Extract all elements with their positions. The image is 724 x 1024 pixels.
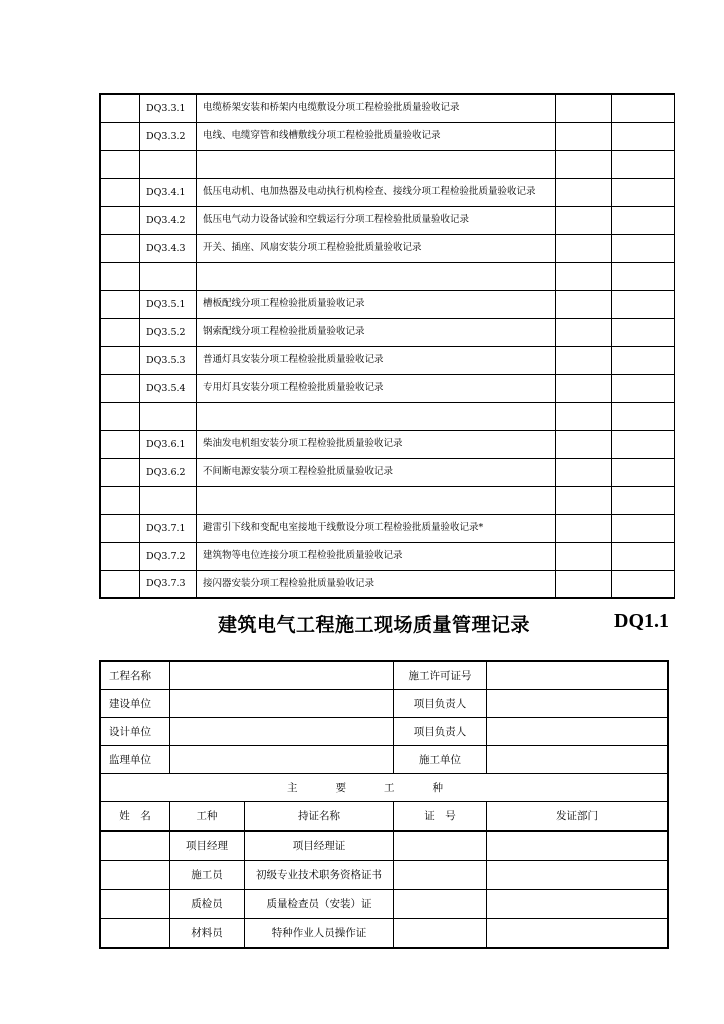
index-blank-cell [556, 234, 612, 262]
index-row [100, 234, 675, 262]
column-header-certificate: 持证名称 [298, 810, 340, 822]
staff-name-field[interactable] [100, 831, 170, 861]
staff-issuer-field[interactable] [487, 860, 669, 889]
index-blank-cell [100, 122, 140, 150]
form-code: DQ1.1 [614, 610, 669, 632]
record-code: DQ3.6.2 [140, 458, 197, 486]
index-blank-cell [100, 402, 140, 430]
index-blank-cell [556, 122, 612, 150]
record-code [140, 402, 197, 430]
index-blank-cell [612, 94, 675, 122]
index-row [100, 374, 675, 402]
project-leader-field[interactable] [487, 717, 669, 745]
index-blank-cell [612, 514, 675, 542]
index-blank-cell [612, 402, 675, 430]
staff-certificate: 初级专业技术职务资格证书 [256, 869, 382, 881]
index-row [100, 346, 675, 374]
index-blank-cell [556, 318, 612, 346]
staff-row [100, 831, 668, 861]
contractor-field[interactable] [487, 745, 669, 773]
staff-row [100, 860, 668, 889]
index-row [100, 458, 675, 486]
record-title: 开关、插座、风扇安装分项工程检验批质量验收记录 [197, 234, 556, 262]
record-code: DQ3.3.1 [140, 94, 197, 122]
index-blank-cell [556, 346, 612, 374]
index-blank-cell [556, 206, 612, 234]
staff-trade: 施工员 [170, 861, 245, 889]
index-row [100, 570, 675, 598]
index-row [100, 178, 675, 206]
staff-issuer-field[interactable] [487, 918, 669, 948]
index-row [100, 122, 675, 150]
record-title: 专用灯具安装分项工程检验批质量验收记录 [197, 374, 556, 402]
index-blank-cell [556, 374, 612, 402]
index-blank-cell [100, 374, 140, 402]
page-title: 建筑电气工程施工现场质量管理记录 [218, 614, 531, 636]
index-blank-cell [556, 402, 612, 430]
index-row [100, 94, 675, 122]
index-row [100, 150, 675, 178]
staff-cert-no-field[interactable] [394, 918, 487, 948]
record-code: DQ3.5.1 [140, 290, 197, 318]
staff-certificate: 项目经理证 [292, 840, 346, 852]
form-row [100, 717, 668, 745]
index-blank-cell [556, 290, 612, 318]
inspection-index-table [99, 93, 675, 599]
trade-cert-cell [170, 831, 394, 861]
record-title [197, 150, 556, 178]
project-leader-label: 项目负责人 [394, 689, 487, 717]
trade-cert-cell [170, 918, 394, 948]
form-row [100, 661, 668, 689]
project-name-label: 工程名称 [100, 661, 170, 689]
form-row [100, 745, 668, 773]
record-code: DQ3.6.1 [140, 430, 197, 458]
index-blank-cell [612, 430, 675, 458]
record-code: DQ3.4.3 [140, 234, 197, 262]
permit-no-field[interactable] [487, 661, 669, 689]
staff-certificate: 质量检查员（安装）证 [266, 898, 372, 910]
permit-no-label: 施工许可证号 [394, 661, 487, 689]
index-blank-cell [100, 178, 140, 206]
index-row [100, 430, 675, 458]
index-blank-cell [100, 290, 140, 318]
index-row [100, 206, 675, 234]
staff-issuer-field[interactable] [487, 831, 669, 861]
index-blank-cell [100, 430, 140, 458]
design-unit-field[interactable] [170, 717, 394, 745]
record-title: 电缆桥架安装和桥架内电缆敷设分项工程检验批质量验收记录 [197, 94, 556, 122]
project-name-field[interactable] [170, 661, 394, 689]
index-row [100, 486, 675, 514]
staff-trade: 项目经理 [170, 832, 245, 860]
trade-cert-cell [170, 860, 394, 889]
staff-certificate: 特种作业人员操作证 [271, 927, 367, 939]
form-row [100, 689, 668, 717]
index-blank-cell [612, 234, 675, 262]
record-code: DQ3.7.3 [140, 570, 197, 598]
index-blank-cell [100, 94, 140, 122]
record-title: 不间断电源安装分项工程检验批质量验收记录 [197, 458, 556, 486]
staff-issuer-field[interactable] [487, 889, 669, 918]
design-unit-label: 设计单位 [100, 717, 170, 745]
index-blank-cell [612, 570, 675, 598]
quality-management-form [99, 660, 669, 949]
index-row [100, 514, 675, 542]
index-blank-cell [100, 570, 140, 598]
index-blank-cell [100, 318, 140, 346]
contractor-label: 施工单位 [394, 745, 487, 773]
trade-cert-header-cell [170, 801, 394, 831]
project-leader-label: 项目负责人 [394, 717, 487, 745]
staff-name-field[interactable] [100, 918, 170, 948]
record-title: 建筑物等电位连接分项工程检验批质量验收记录 [197, 542, 556, 570]
record-code: DQ3.5.2 [140, 318, 197, 346]
index-row [100, 262, 675, 290]
staff-row [100, 889, 668, 918]
column-header-trade: 工种 [170, 802, 245, 830]
record-code: DQ3.4.1 [140, 178, 197, 206]
index-blank-cell [612, 150, 675, 178]
index-row [100, 318, 675, 346]
record-title [197, 262, 556, 290]
record-title: 柴油发电机组安装分项工程检验批质量验收记录 [197, 430, 556, 458]
index-blank-cell [556, 178, 612, 206]
record-code: DQ3.3.2 [140, 122, 197, 150]
staff-name-field[interactable] [100, 860, 170, 889]
main-trades-heading: 主要工种 [100, 773, 668, 801]
record-title: 电线、电缆穿管和线槽敷线分项工程检验批质量验收记录 [197, 122, 556, 150]
index-blank-cell [100, 206, 140, 234]
record-title: 低压电动机、电加热器及电动执行机构检查、接线分项工程检验批质量验收记录 [197, 178, 556, 206]
index-blank-cell [556, 94, 612, 122]
record-title: 钢索配线分项工程检验批质量验收记录 [197, 318, 556, 346]
index-blank-cell [556, 430, 612, 458]
record-code [140, 262, 197, 290]
index-blank-cell [556, 458, 612, 486]
record-title: 普通灯具安装分项工程检验批质量验收记录 [197, 346, 556, 374]
record-code: DQ3.7.1 [140, 514, 197, 542]
index-blank-cell [556, 262, 612, 290]
record-title: 接闪器安装分项工程检验批质量验收记录 [197, 570, 556, 598]
index-row [100, 402, 675, 430]
staff-row [100, 918, 668, 948]
index-row [100, 542, 675, 570]
index-blank-cell [100, 234, 140, 262]
index-blank-cell [100, 514, 140, 542]
index-blank-cell [100, 262, 140, 290]
record-title: 低压电气动力设备试验和空载运行分项工程检验批质量验收记录 [197, 206, 556, 234]
index-blank-cell [100, 150, 140, 178]
record-title [197, 486, 556, 514]
record-code: DQ3.7.2 [140, 542, 197, 570]
construction-unit-field[interactable] [170, 689, 394, 717]
index-blank-cell [556, 570, 612, 598]
index-blank-cell [100, 458, 140, 486]
index-blank-cell [612, 346, 675, 374]
supervision-unit-field[interactable] [170, 745, 394, 773]
index-blank-cell [612, 122, 675, 150]
staff-trade: 材料员 [170, 919, 245, 947]
index-blank-cell [612, 178, 675, 206]
index-blank-cell [100, 346, 140, 374]
form-row [100, 773, 668, 801]
column-header-issuer: 发证部门 [487, 801, 669, 831]
record-code: DQ3.4.2 [140, 206, 197, 234]
staff-cert-no-field[interactable] [394, 889, 487, 918]
index-blank-cell [612, 374, 675, 402]
record-code: DQ3.5.4 [140, 374, 197, 402]
index-blank-cell [100, 486, 140, 514]
column-header-name: 姓 名 [100, 801, 170, 831]
index-blank-cell [556, 150, 612, 178]
index-blank-cell [612, 206, 675, 234]
index-blank-cell [100, 542, 140, 570]
staff-cert-no-field[interactable] [394, 831, 487, 861]
column-header-cert-no: 证 号 [394, 801, 487, 831]
index-blank-cell [612, 318, 675, 346]
index-blank-cell [612, 290, 675, 318]
record-title: 槽板配线分项工程检验批质量验收记录 [197, 290, 556, 318]
column-header-row [100, 801, 668, 831]
index-blank-cell [556, 514, 612, 542]
index-blank-cell [556, 486, 612, 514]
index-blank-cell [556, 542, 612, 570]
index-row [100, 290, 675, 318]
index-blank-cell [612, 458, 675, 486]
staff-cert-no-field[interactable] [394, 860, 487, 889]
index-blank-cell [612, 486, 675, 514]
record-title: 避雷引下线和变配电室接地干线敷设分项工程检验批质量验收记录* [197, 514, 556, 542]
construction-unit-label: 建设单位 [100, 689, 170, 717]
record-title [197, 402, 556, 430]
record-code [140, 150, 197, 178]
trade-cert-cell [170, 889, 394, 918]
project-leader-field[interactable] [487, 689, 669, 717]
index-blank-cell [612, 542, 675, 570]
record-code [140, 486, 197, 514]
staff-name-field[interactable] [100, 889, 170, 918]
index-blank-cell [612, 262, 675, 290]
staff-trade: 质检员 [170, 890, 245, 918]
record-code: DQ3.5.3 [140, 346, 197, 374]
supervision-unit-label: 监理单位 [100, 745, 170, 773]
